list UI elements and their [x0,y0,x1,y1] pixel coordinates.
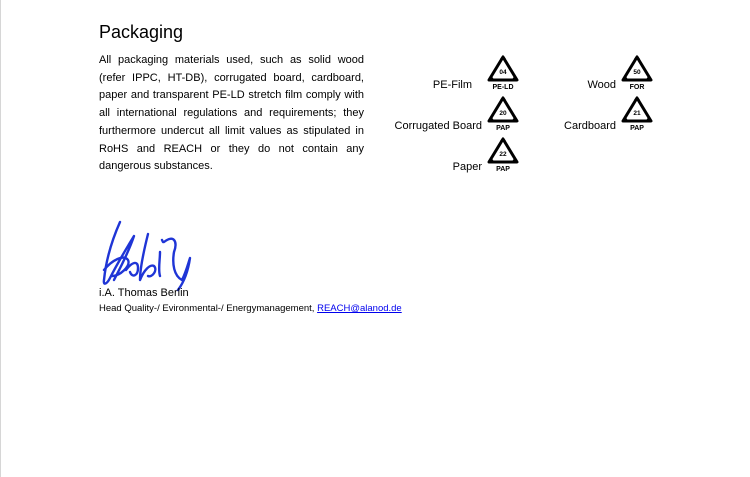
email-link[interactable]: REACH@alanod.de [317,303,402,314]
recycling-number: 20 [499,110,507,117]
signatory-role [99,303,402,314]
recycling-label-paper: Paper [452,161,482,173]
recycling-label-cardboard: Cardboard [564,120,616,132]
recycling-pap-20-icon [486,95,520,133]
recycling-label-wood: Wood [587,79,616,91]
recycling-pe-ld-icon [486,54,520,92]
signatory-title: Head Quality-/ Evironmental-/ Energymanagement, [99,303,315,314]
handwritten-signature [98,214,198,292]
recycling-code: PAP [496,125,510,132]
recycling-pap-22-icon [486,136,520,174]
recycling-for-icon [620,54,654,92]
recycling-number: 21 [633,110,641,117]
recycling-code: FOR [629,84,645,91]
signatory-name: i.A. Thomas Berlin [99,287,189,299]
recycling-code: PAP [630,125,644,132]
recycling-symbols [0,0,750,200]
recycling-pap-21-icon [620,95,654,133]
recycling-label-corrugated-board: Corrugated Board [394,120,482,132]
section-heading: Packaging [99,22,184,42]
recycling-label-pe-film: PE-Film [432,79,472,91]
recycling-number: 22 [499,151,507,158]
recycling-number: 04 [499,69,507,76]
recycling-code: PE-LD [492,84,514,91]
recycling-code: PAP [496,166,510,173]
packaging-description: All packaging materials used, such as solid wood (refer IPPC, HT-DB), corrugated board, cardboard, paper and transparent PE-LD stretch film comply with all international regulations and requirements; they furthermore undercut all limit values as stipulated in RoHS and REACH or they do not contain any dangerous substances. [99,54,364,173]
recycling-number: 50 [633,69,641,76]
